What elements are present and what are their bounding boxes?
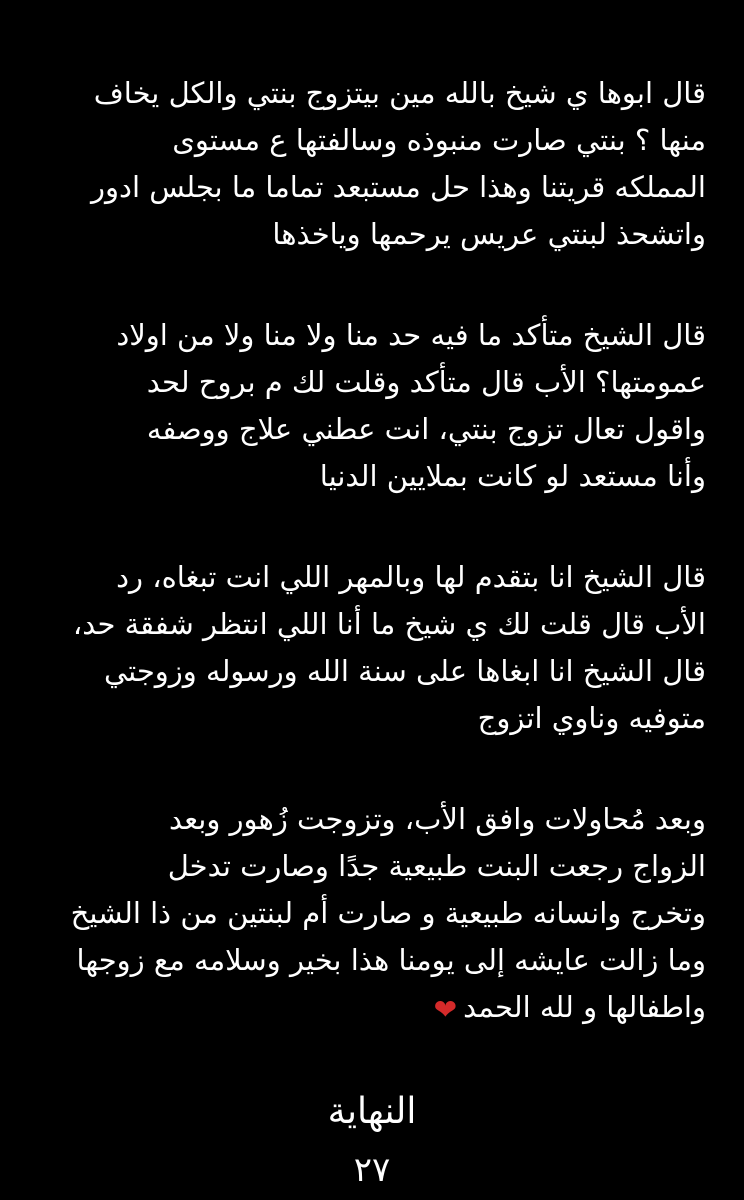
text-line: وأنا مستعد لو كانت بملايين الدنيا xyxy=(319,459,706,493)
text-line: الأب قال قلت لك ي شيخ ما أنا اللي انتظر شفقة حد، xyxy=(72,607,706,641)
page-number: ٢٧ xyxy=(353,1150,391,1190)
text-line: قال ابوها ي شيخ بالله مين بيتزوج بنتي والكل يخاف xyxy=(93,76,706,110)
red-heart-icon: ❤ xyxy=(433,992,458,1026)
text-line: وما زالت عايشه إلى يومنا هذا بخير وسلامه مع زوجها xyxy=(76,943,706,977)
text-line: منها ؟ بنتي صارت منبوذه وسالفتها ع مستوى xyxy=(172,123,706,157)
text-line: قال الشيخ انا ابغاها على سنة الله ورسوله وزوجتي xyxy=(103,654,706,688)
text-line: الزواج رجعت البنت طبيعية جدًا وصارت تدخل xyxy=(167,849,706,883)
text-line: عمومتها؟ الأب قال متأكد وقلت لك م بروح لحد xyxy=(146,365,706,399)
text-line: قال الشيخ متأكد ما فيه حد منا ولا منا ولا من اولاد xyxy=(116,318,706,352)
text-line: واتشحذ لبنتي عريس يرحمها وياخذها xyxy=(272,217,706,251)
text-line: متوفيه وناوي اتزوج xyxy=(477,701,706,735)
paragraph-2 xyxy=(30,312,706,500)
text-line: وبعد مُحاولات وافق الأب، وتزوجت زُهور وبعد xyxy=(169,802,706,836)
text-line: قال الشيخ انا بتقدم لها وبالمهر اللي انت تبغاه، رد xyxy=(116,560,706,594)
paragraph-4 xyxy=(30,796,706,1033)
ending-label: النهاية xyxy=(327,1091,417,1132)
paragraph-3 xyxy=(30,554,706,742)
story-text xyxy=(30,70,706,1087)
text-line: واطفالها و لله الحمد xyxy=(463,990,706,1024)
paragraph-1 xyxy=(30,70,706,258)
text-line: المملكه قريتنا وهذا حل مستبعد تماما ما بجلس ادور xyxy=(91,170,706,204)
text-line-with-heart xyxy=(30,984,706,1033)
text-line: وتخرج وانسانه طبيعية و صارت أم لبنتين من ذا الشيخ xyxy=(70,896,706,930)
text-line: واقول تعال تزوج بنتي، انت عطني علاج ووصفه xyxy=(146,412,706,446)
